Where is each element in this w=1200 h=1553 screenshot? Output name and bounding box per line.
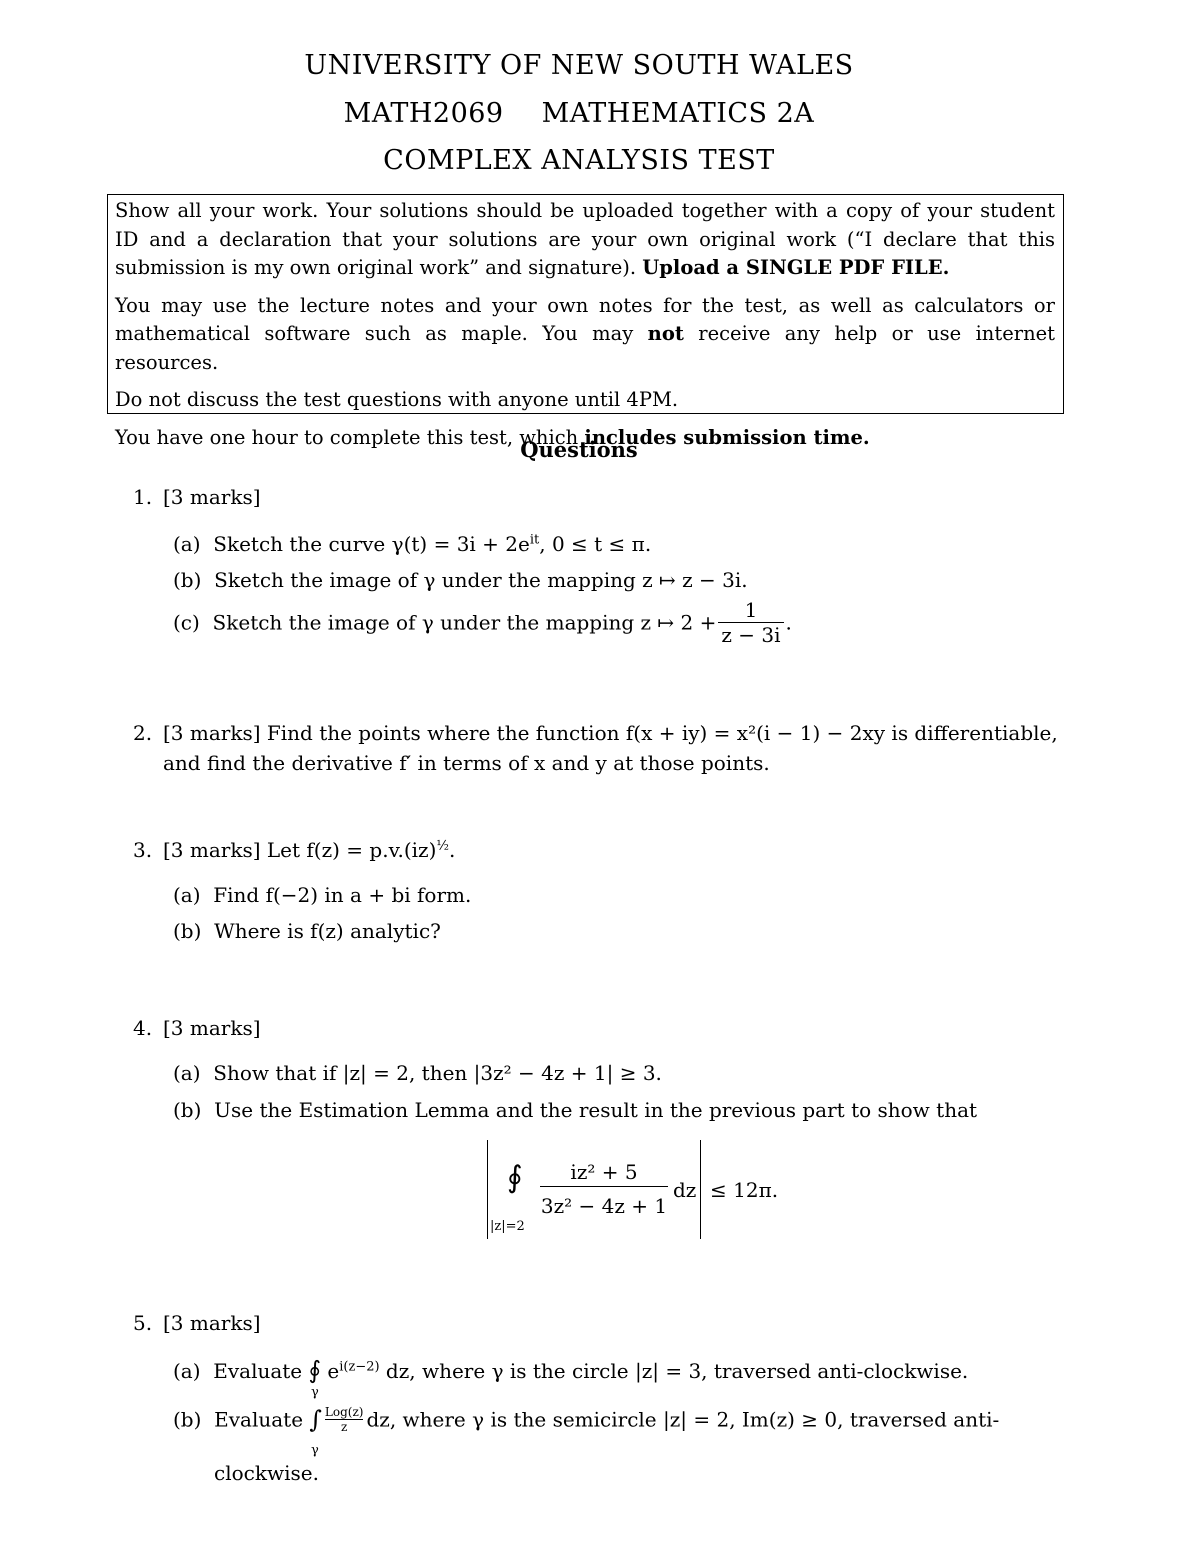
question-4a — [173, 1061, 662, 1085]
part-label: (b) — [173, 568, 202, 592]
fraction — [718, 598, 783, 647]
question-2-line-2: and find the derivative f′ in terms of x and y at those points. — [163, 751, 770, 775]
emphasis-not: not — [647, 322, 684, 345]
part-label: (a) — [173, 1061, 201, 1085]
question-1a — [173, 532, 651, 556]
integral-symbol: ∫ — [309, 1405, 322, 1434]
upload-instruction: Upload a SINGLE PDF FILE. — [642, 256, 950, 279]
inequality-rhs: ≤ 12π. — [710, 1178, 779, 1202]
question-5-number: 5. — [133, 1311, 153, 1335]
part-label: (b) — [173, 1407, 202, 1432]
instruction-paragraph-1 — [115, 197, 1055, 283]
part-text: , 0 ≤ t ≤ π. — [539, 532, 652, 556]
fraction-numerator: Log(z) — [324, 1405, 364, 1419]
integral-dz: dz — [673, 1178, 697, 1202]
instructions-box — [107, 194, 1064, 449]
fraction-numerator: 1 — [718, 598, 783, 623]
part-text: Evaluate — [214, 1407, 304, 1432]
fraction-denominator: z — [341, 1420, 348, 1434]
question-text: [3 marks] Let f(z) = p.v.(iz) — [163, 838, 437, 862]
abs-bar-right — [700, 1140, 701, 1239]
punctuation: . — [449, 838, 456, 862]
integrand-numerator: iz² + 5 — [540, 1160, 668, 1187]
part-text: Where is f(z) analytic? — [214, 919, 441, 943]
question-5-marks: [3 marks] — [163, 1311, 261, 1335]
fraction-denominator: z − 3i — [721, 623, 781, 647]
exponent: ½ — [436, 838, 449, 854]
question-3-number: 3. — [133, 838, 153, 862]
fraction — [325, 1405, 364, 1434]
contour-integral-symbol: ∮ — [308, 1356, 322, 1384]
question-3b — [173, 919, 441, 943]
question-4b — [173, 1098, 977, 1122]
part-label: (a) — [173, 532, 201, 556]
question-4-number: 4. — [133, 1016, 153, 1040]
part-label: (b) — [173, 1098, 202, 1122]
question-5b — [173, 1405, 999, 1434]
part-text: Use the Estimation Lemma and the result in the previous part to show that — [214, 1098, 978, 1122]
integral-contour-label: |z|=2 — [490, 1219, 525, 1234]
part-text: dz, where γ is the semicircle |z| = 2, Im(z) ≥ 0, traversed anti- — [366, 1407, 1000, 1432]
university-title: UNIVERSITY OF NEW SOUTH WALES — [304, 50, 854, 81]
integrand-denominator: 3z² − 4z + 1 — [540, 1194, 668, 1218]
question-2-line-1: [3 marks] Find the points where the function f(x + iy) = x²(i − 1) − 2xy is differentiable, — [163, 721, 1058, 745]
question-5b-continuation: clockwise. — [214, 1461, 319, 1485]
instruction-text: You have one hour to complete this test, which — [115, 425, 585, 449]
exponent: i(z−2) — [339, 1359, 380, 1375]
part-text: Find f(−2) in a + bi form. — [213, 883, 472, 907]
exponent: it — [529, 532, 540, 548]
question-3-text — [163, 838, 455, 862]
part-text: Show that if |z| = 2, then |3z² − 4z + 1| ≥ 3. — [213, 1061, 662, 1085]
question-4-marks: [3 marks] — [163, 1016, 261, 1040]
part-text: dz, where γ is the circle |z| = 3, traversed anti-clockwise. — [379, 1359, 969, 1383]
instruction-text: You may use the lecture notes and your own notes for the test, as well as calculators or mathematical software such as maple. You may — [115, 293, 1055, 345]
question-1b — [173, 568, 748, 592]
part-text: Evaluate — [213, 1359, 303, 1383]
instruction-text: Show all your work. Your solutions should be uploaded together with a copy of your student ID and a declaration that your solutions are your own original work (“I declare that this submission is my own original work” and signature). — [115, 199, 1055, 279]
part-text: Sketch the image of γ under the mapping z ↦ z − 3i. — [214, 568, 748, 592]
part-text: Sketch the image of γ under the mapping z ↦ 2 + — [212, 610, 717, 635]
punctuation: . — [785, 610, 792, 635]
part-label: (c) — [173, 610, 200, 635]
instruction-paragraph-2 — [115, 292, 1055, 378]
instruction-text: receive any help or use internet resources. — [115, 322, 1056, 374]
question-2-number: 2. — [133, 721, 153, 745]
part-label: (a) — [173, 883, 201, 907]
integral-contour-label: γ — [311, 1385, 319, 1400]
part-label: (b) — [173, 919, 202, 943]
questions-heading: Questions — [520, 437, 638, 462]
course-title — [0, 98, 1158, 129]
part-label: (a) — [173, 1359, 201, 1383]
question-1-number: 1. — [133, 485, 153, 509]
exponential-base: e — [327, 1359, 340, 1383]
question-3a — [173, 883, 471, 907]
instruction-paragraph-3: Do not discuss the test questions with anyone until 4PM. — [115, 388, 679, 411]
abs-bar-left — [487, 1140, 488, 1239]
contour-integral-symbol: ∮ — [507, 1160, 523, 1195]
integral-contour-label: γ — [311, 1443, 319, 1458]
course-code: MATH2069 — [343, 98, 504, 129]
question-1c — [173, 598, 792, 647]
question-1-marks: [3 marks] — [163, 485, 261, 509]
part-text: Sketch the curve γ(t) = 3i + 2e — [213, 532, 530, 556]
test-title: COMPLEX ANALYSIS TEST — [383, 145, 775, 176]
course-name: MATHEMATICS 2A — [541, 98, 815, 129]
question-5a — [173, 1356, 968, 1384]
submission-time-note: includes submission time. — [584, 425, 870, 449]
